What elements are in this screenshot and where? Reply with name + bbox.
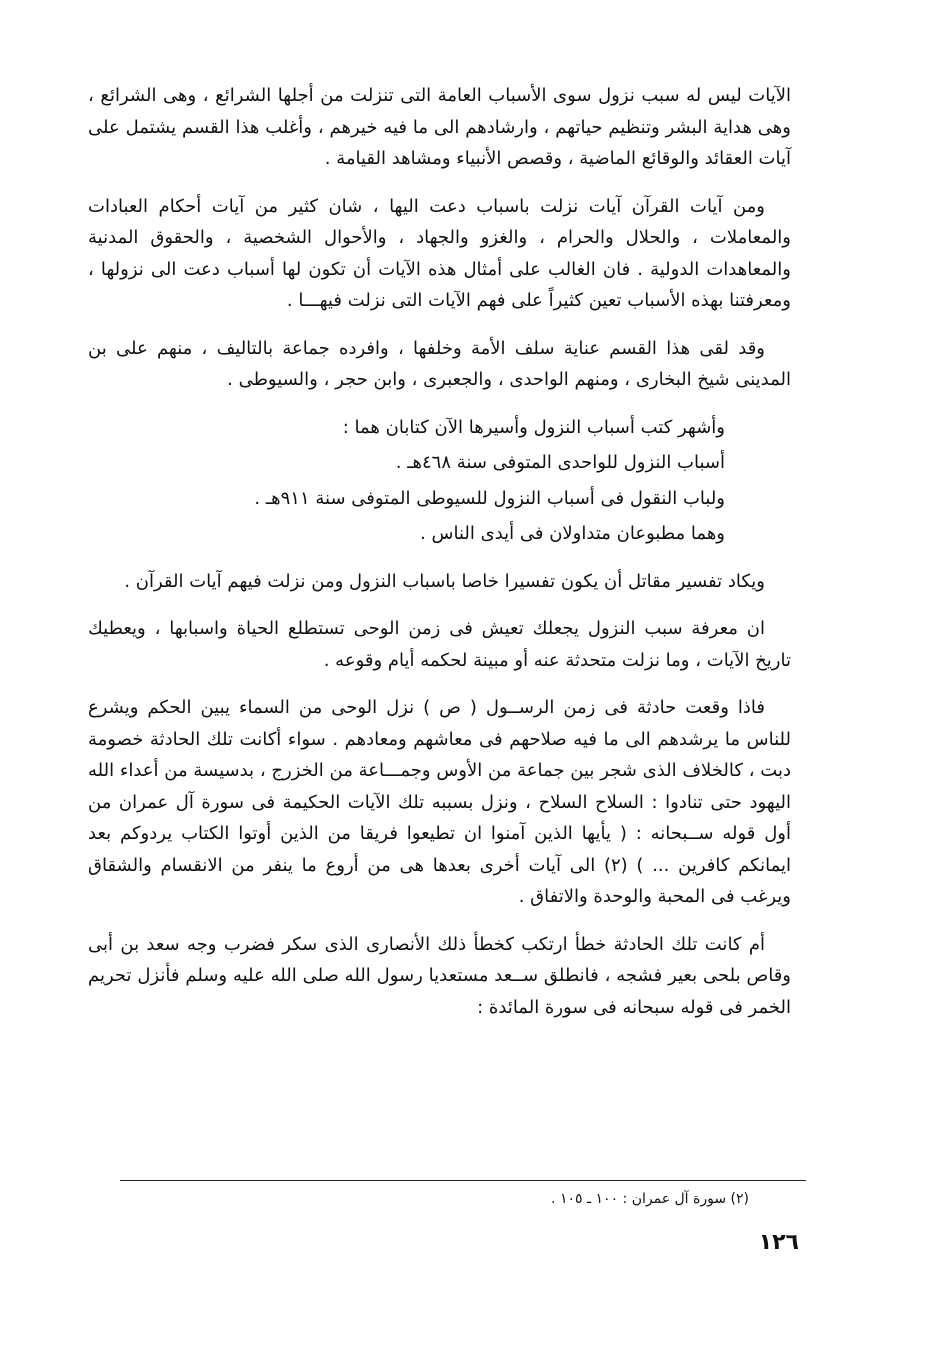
- list-line: أسباب النزول للواحدى المتوفى سنة ٤٦٨هـ .: [395, 452, 725, 473]
- footnote: (٢) سورة آل عمران : ١٠٠ ـ ١٠٥ .: [551, 1191, 749, 1207]
- list-line: وهما مطبوعان متداولان فى أيدى الناس .: [420, 523, 725, 544]
- list-line: ولباب النقول فى أسباب النزول للسيوطى المتوفى سنة ٩١١هـ .: [254, 487, 725, 509]
- paragraph: وقد لقى هذا القسم عناية سلف الأمة وخلفها ، وافرده جماعة بالتاليف ، منهم على بن المدينى شيخ البخارى ، ومنهم الواحدى ، والجعبرى ، وابن حجر ، والسيوطى .: [88, 337, 791, 390]
- footnote-divider: [120, 1180, 806, 1181]
- paragraph: ومن آيات القرآن آيات نزلت باسباب دعت اليها ، شان كثير من آيات أحكام العبادات والمعاملات ، والحلال والحرام ، والغزو والجهاد ، والأحوال الشخصية ، والحقوق المدنية والمعاهدات الدولية . فان الغالب على أمثال هذه الآيات أن تكون لها أسباب دعت الى نزولها ، ومعرفتنا بهذه الأسباب تعين كثيراً على فهم الآيات التى نزلت فيهـــا .: [88, 195, 791, 311]
- paragraph: ويكاد تفسير مقاتل أن يكون تفسيرا خاصا باسباب النزول ومن نزلت فيهم آيات القرآن .: [124, 570, 765, 592]
- paragraph: أم كانت تلك الحادثة خطأ ارتكب كخطأ ذلك الأنصارى الذى سكر فضرب وجه سعد بن أبى وقاص بلحى بعير فشجه ، فانطلق ســعد مستعديا رسول الله صلى الله عليه وسلم فأنزل تحريم الخمر فى قوله سبحانه فى سورة المائدة :: [88, 933, 791, 1018]
- paragraph: فاذا وقعت حادثة فى زمن الرســول ( ص ) نزل الوحى من السماء يبين الحكم ويشرع للناس ما يرشدهم الى ما فيه صلاحهم فى معاشهم ومعادهم . سواء أكانت تلك الحادثة خصومة دبت ، كالخلاف الذى شجر بين جماعة من الأوس وجمـــاعة من الخزرج ، بدسيسة من أعداء الله اليهود حتى تنادوا : السلاح السلاح ، ونزل بسببه تلك الآيات الحكيمة فى سورة آل عمران من أول قوله ســبحانه : ( يأيها الذين آمنوا ان تطيعوا فريقا من الذين أوتوا الكتاب يردوكم بعد ايمانكم كافرين ... ) (٢) الى آيات أخرى بعدها هى من أروع ما ينفر من الانقسام والشقاق ويرغب فى المحبة والوحدة والاتفاق .: [88, 697, 791, 907]
- list-line: وأشهر كتب أسباب النزول وأسيرها الآن كتابان هما :: [342, 416, 725, 438]
- paragraph: ان معرفة سبب النزول يجعلك تعيش فى زمن الوحى تستطلع الحياة واسبابها ، ويعطيك تاريخ الآيات ، وما نزلت متحدثة عنه أو مبينة لحكمه أيام وقوعه .: [88, 618, 791, 671]
- body-text: [88, 80, 791, 1039]
- paragraph: الآيات ليس له سبب نزول سوى الأسباب العامة التى تنزلت من أجلها الشرائع ، وهى الشرائع ، وهى هداية البشر وتنظيم حياتهم ، وارشادهم الى ما فيه خيرهم ، وأغلب هذا القسم يشتمل على آيات العقائد والوقائع الماضية ، وقصص الأنبياء ومشاهد القيامة .: [88, 85, 791, 169]
- page-number: ١٢٦: [758, 1230, 799, 1255]
